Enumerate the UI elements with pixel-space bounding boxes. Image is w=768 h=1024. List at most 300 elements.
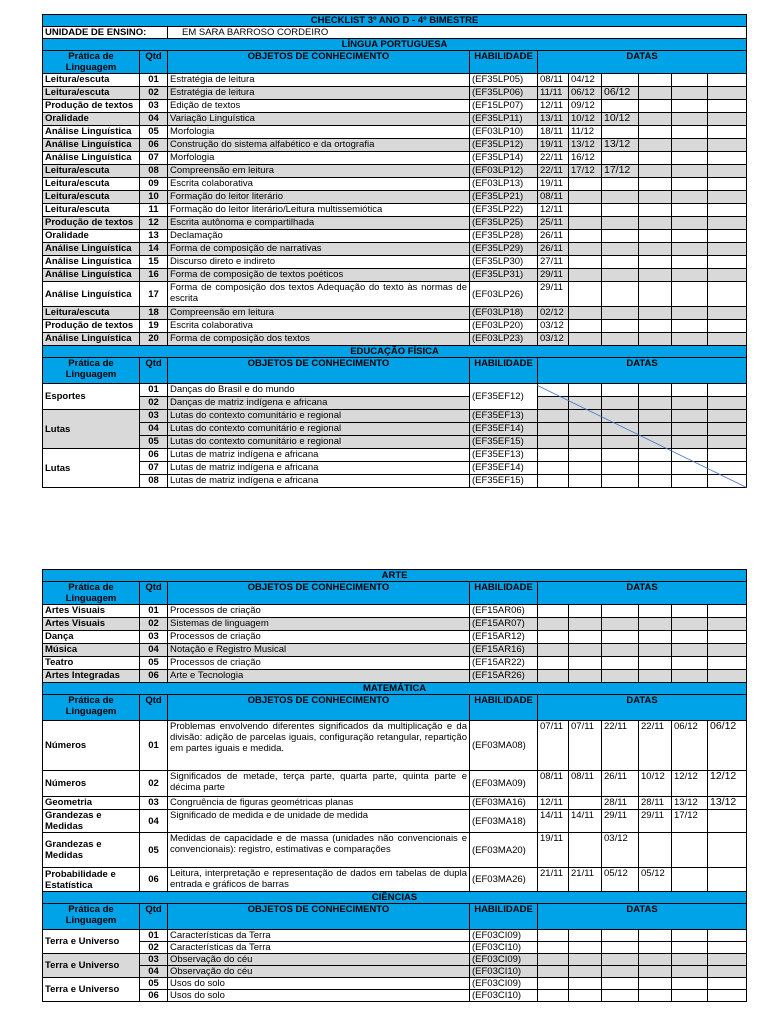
- date-cell: [602, 333, 639, 346]
- table-row: [43, 282, 747, 307]
- row-pratica: Leitura/escuta: [43, 178, 140, 191]
- date-cell: [602, 74, 639, 87]
- date-cell: [672, 217, 708, 230]
- date-cell: [708, 449, 747, 462]
- date-cell: 26/11: [602, 771, 639, 797]
- row-habilidade: (EF03LP12): [470, 165, 538, 178]
- table-row: [43, 771, 747, 797]
- table-row: [43, 178, 747, 191]
- date-cell: [639, 410, 672, 423]
- header-pratica: Prática de Linguagem: [43, 695, 140, 721]
- row-habilidade: (EF35EF14): [470, 462, 538, 475]
- date-cell: 29/11: [538, 269, 569, 282]
- table-row: [43, 397, 747, 410]
- row-objeto: Sistemas de linguagem: [168, 618, 470, 631]
- section-educacao-fisica-title: EDUCAÇÃO FÍSICA: [43, 346, 747, 358]
- header-habilidade: HABILIDADE: [470, 904, 538, 930]
- row-qtd: 06: [140, 449, 168, 462]
- table-row: [43, 990, 747, 1002]
- date-cell: 12/11: [538, 797, 569, 810]
- date-cell: [639, 605, 672, 618]
- date-cell: [569, 333, 602, 346]
- header-habilidade: HABILIDADE: [470, 582, 538, 605]
- header-qtd: Qtd: [140, 695, 168, 721]
- header-qtd: Qtd: [140, 358, 168, 384]
- row-objeto: Lutas de matriz indígena e africana: [168, 475, 470, 488]
- table-row: [43, 191, 747, 204]
- date-cell: 13/12: [602, 139, 639, 152]
- date-cell: [569, 462, 602, 475]
- date-cell: 12/12: [672, 771, 708, 797]
- unit-value: EM SARA BARROSO CORDEIRO: [168, 27, 747, 39]
- row-qtd: 01: [140, 605, 168, 618]
- date-cell: 19/11: [538, 178, 569, 191]
- row-objeto: Arte e Tecnologia: [168, 670, 470, 683]
- date-cell: [639, 670, 672, 683]
- date-cell: 02/12: [538, 307, 569, 320]
- row-qtd: 03: [140, 631, 168, 644]
- date-cell: 03/12: [538, 320, 569, 333]
- row-habilidade: (EF35EF13): [470, 449, 538, 462]
- date-cell: [602, 243, 639, 256]
- row-habilidade: (EF03LP26): [470, 282, 538, 307]
- date-cell: [639, 282, 672, 307]
- date-cell: [569, 942, 602, 954]
- date-cell: [602, 397, 639, 410]
- table-row: [43, 204, 747, 217]
- date-cell: [538, 978, 569, 990]
- date-cell: [602, 436, 639, 449]
- row-qtd: 05: [140, 978, 168, 990]
- date-cell: [708, 966, 747, 978]
- row-habilidade: (EF03CI10): [470, 942, 538, 954]
- row-habilidade: (EF03LP10): [470, 126, 538, 139]
- column-header-row: [43, 695, 747, 721]
- date-cell: 22/11: [602, 721, 639, 771]
- date-cell: [569, 833, 602, 868]
- date-cell: [639, 87, 672, 100]
- date-cell: [602, 230, 639, 243]
- row-qtd: 04: [140, 644, 168, 657]
- date-cell: [708, 670, 747, 683]
- date-cell: [602, 100, 639, 113]
- date-cell: [708, 165, 747, 178]
- date-cell: [538, 423, 569, 436]
- date-cell: [602, 966, 639, 978]
- row-habilidade: (EF35LP28): [470, 230, 538, 243]
- row-qtd: 05: [140, 436, 168, 449]
- row-objeto: Processos de criação: [168, 631, 470, 644]
- row-qtd: 01: [140, 384, 168, 397]
- date-cell: [602, 320, 639, 333]
- date-cell: [639, 462, 672, 475]
- date-cell: [672, 320, 708, 333]
- header-datas: DATAS: [538, 904, 747, 930]
- date-cell: [639, 230, 672, 243]
- date-cell: [538, 449, 569, 462]
- row-qtd: 15: [140, 256, 168, 269]
- date-cell: [639, 243, 672, 256]
- date-cell: [708, 269, 747, 282]
- date-cell: 08/11: [569, 771, 602, 797]
- date-cell: 27/11: [538, 256, 569, 269]
- date-cell: [672, 307, 708, 320]
- date-cell: [639, 139, 672, 152]
- row-pratica: Números: [43, 721, 140, 771]
- date-cell: [569, 230, 602, 243]
- row-pratica: Análise Linguística: [43, 243, 140, 256]
- date-cell: [672, 230, 708, 243]
- date-cell: [672, 152, 708, 165]
- date-cell: [672, 113, 708, 126]
- date-cell: [708, 833, 747, 868]
- header-objetos: OBJETOS DE CONHECIMENTO: [168, 695, 470, 721]
- date-cell: 10/12: [602, 113, 639, 126]
- row-objeto: Significado de medida e de unidade de medida: [168, 810, 470, 833]
- date-cell: [708, 631, 747, 644]
- row-pratica: Produção de textos: [43, 100, 140, 113]
- date-cell: [639, 333, 672, 346]
- date-cell: [639, 307, 672, 320]
- date-cell: [569, 605, 602, 618]
- date-cell: [672, 410, 708, 423]
- date-cell: [708, 126, 747, 139]
- table-row: [43, 833, 747, 868]
- date-cell: [569, 320, 602, 333]
- row-objeto: Declamação: [168, 230, 470, 243]
- date-cell: [538, 462, 569, 475]
- row-qtd: 06: [140, 139, 168, 152]
- date-cell: [672, 475, 708, 488]
- date-cell: 13/12: [569, 139, 602, 152]
- date-cell: [672, 191, 708, 204]
- date-cell: [602, 978, 639, 990]
- date-cell: 12/11: [538, 204, 569, 217]
- row-pratica: Números: [43, 771, 140, 797]
- date-cell: [602, 449, 639, 462]
- date-cell: [672, 178, 708, 191]
- section-ciencias: [43, 892, 747, 904]
- column-header-row: [43, 904, 747, 930]
- row-objeto: Danças do Brasil e do mundo: [168, 384, 470, 397]
- row-pratica: Leitura/escuta: [43, 165, 140, 178]
- row-habilidade: (EF35EF15): [470, 475, 538, 488]
- table-row: [43, 139, 747, 152]
- date-cell: [672, 644, 708, 657]
- date-cell: [569, 618, 602, 631]
- date-cell: [602, 475, 639, 488]
- date-cell: [672, 139, 708, 152]
- row-objeto: Lutas do contexto comunitário e regional: [168, 410, 470, 423]
- date-cell: [538, 942, 569, 954]
- row-qtd: 07: [140, 152, 168, 165]
- date-cell: 19/11: [538, 833, 569, 868]
- checklist-bottom-body: [43, 570, 747, 1002]
- date-cell: [538, 397, 569, 410]
- row-objeto: Discurso direto e indireto: [168, 256, 470, 269]
- date-cell: [672, 204, 708, 217]
- row-habilidade: (EF35LP21): [470, 191, 538, 204]
- date-cell: [639, 74, 672, 87]
- row-objeto: Edição de textos: [168, 100, 470, 113]
- unit-label: UNIDADE DE ENSINO:: [43, 27, 168, 39]
- table-row: [43, 618, 747, 631]
- row-habilidade: (EF35LP14): [470, 152, 538, 165]
- row-pratica: Análise Linguística: [43, 139, 140, 152]
- row-objeto: Lutas de matriz indígena e africana: [168, 449, 470, 462]
- row-pratica: Grandezas e Medidas: [43, 833, 140, 868]
- date-cell: [708, 100, 747, 113]
- date-cell: [708, 320, 747, 333]
- date-cell: [708, 333, 747, 346]
- date-cell: [602, 462, 639, 475]
- date-cell: [569, 307, 602, 320]
- row-habilidade: (EF35EF15): [470, 436, 538, 449]
- header-objetos: OBJETOS DE CONHECIMENTO: [168, 904, 470, 930]
- row-objeto: Lutas do contexto comunitário e regional: [168, 436, 470, 449]
- row-habilidade: (EF03MA26): [470, 868, 538, 892]
- date-cell: [672, 868, 708, 892]
- date-cell: 26/11: [538, 230, 569, 243]
- table-row: [43, 333, 747, 346]
- row-habilidade: (EF03CI10): [470, 966, 538, 978]
- header-datas: DATAS: [538, 51, 747, 74]
- date-cell: [602, 605, 639, 618]
- date-cell: 05/12: [639, 868, 672, 892]
- row-pratica: Lutas: [43, 410, 140, 449]
- row-qtd: 02: [140, 942, 168, 954]
- row-habilidade: (EF35LP12): [470, 139, 538, 152]
- row-pratica: Análise Linguística: [43, 269, 140, 282]
- date-cell: [569, 178, 602, 191]
- table-row: [43, 462, 747, 475]
- date-cell: [708, 657, 747, 670]
- date-cell: [639, 397, 672, 410]
- row-pratica: Análise Linguística: [43, 282, 140, 307]
- date-cell: 08/11: [538, 191, 569, 204]
- table-row: [43, 868, 747, 892]
- date-cell: 22/11: [639, 721, 672, 771]
- date-cell: [569, 243, 602, 256]
- date-cell: [639, 256, 672, 269]
- table-row: [43, 721, 747, 771]
- row-objeto: Variação Linguística: [168, 113, 470, 126]
- section-lingua-portuguesa-title: LÍNGUA PORTUGUESA: [43, 39, 747, 51]
- date-cell: [569, 966, 602, 978]
- date-cell: 16/12: [569, 152, 602, 165]
- date-cell: [672, 165, 708, 178]
- row-qtd: 04: [140, 810, 168, 833]
- table-row: [43, 423, 747, 436]
- date-cell: [708, 384, 747, 397]
- row-pratica: Geometria: [43, 797, 140, 810]
- table-row: [43, 436, 747, 449]
- checklist-top-body: [43, 15, 747, 488]
- row-qtd: 07: [140, 462, 168, 475]
- date-cell: 29/11: [639, 810, 672, 833]
- row-habilidade: (EF35EF14): [470, 423, 538, 436]
- date-cell: [639, 204, 672, 217]
- row-habilidade: (EF35LP29): [470, 243, 538, 256]
- row-habilidade: (EF03MA20): [470, 833, 538, 868]
- row-qtd: 04: [140, 423, 168, 436]
- row-qtd: 18: [140, 307, 168, 320]
- header-pratica: Prática de Linguagem: [43, 582, 140, 605]
- date-cell: [538, 990, 569, 1002]
- header-habilidade: HABILIDADE: [470, 51, 538, 74]
- row-objeto: Características da Terra: [168, 930, 470, 942]
- date-cell: [569, 217, 602, 230]
- row-qtd: 06: [140, 868, 168, 892]
- column-header-row: [43, 582, 747, 605]
- date-cell: [602, 307, 639, 320]
- date-cell: [569, 204, 602, 217]
- date-cell: [708, 397, 747, 410]
- date-cell: [639, 942, 672, 954]
- row-pratica: Produção de textos: [43, 217, 140, 230]
- table-row: [43, 74, 747, 87]
- row-pratica: Leitura/escuta: [43, 191, 140, 204]
- date-cell: 06/12: [569, 87, 602, 100]
- header-objetos: OBJETOS DE CONHECIMENTO: [168, 582, 470, 605]
- row-objeto: Usos do solo: [168, 978, 470, 990]
- date-cell: [639, 178, 672, 191]
- date-cell: 08/11: [538, 74, 569, 87]
- row-objeto: Morfologia: [168, 152, 470, 165]
- date-cell: [639, 618, 672, 631]
- date-cell: [569, 410, 602, 423]
- date-cell: [538, 954, 569, 966]
- row-pratica: Leitura/escuta: [43, 204, 140, 217]
- row-habilidade: (EF03CI09): [470, 930, 538, 942]
- row-habilidade: (EF03CI10): [470, 990, 538, 1002]
- row-pratica: Esportes: [43, 384, 140, 410]
- date-cell: [672, 397, 708, 410]
- row-objeto: Forma de composição de narrativas: [168, 243, 470, 256]
- date-cell: [639, 644, 672, 657]
- date-cell: [708, 191, 747, 204]
- row-habilidade: (EF35LP31): [470, 269, 538, 282]
- date-cell: [569, 644, 602, 657]
- row-qtd: 02: [140, 397, 168, 410]
- date-cell: [708, 618, 747, 631]
- table-row: [43, 605, 747, 618]
- date-cell: [569, 657, 602, 670]
- date-cell: [639, 217, 672, 230]
- row-pratica: Leitura/escuta: [43, 307, 140, 320]
- date-cell: [602, 204, 639, 217]
- table-row: [43, 942, 747, 954]
- date-cell: [538, 930, 569, 942]
- row-habilidade: (EF03LP20): [470, 320, 538, 333]
- date-cell: [708, 423, 747, 436]
- date-cell: [569, 191, 602, 204]
- column-header-row: [43, 358, 747, 384]
- date-cell: [708, 113, 747, 126]
- row-qtd: 04: [140, 113, 168, 126]
- row-objeto: Observação do céu: [168, 966, 470, 978]
- date-cell: [538, 631, 569, 644]
- row-habilidade: (EF03LP13): [470, 178, 538, 191]
- row-objeto: Usos do solo: [168, 990, 470, 1002]
- header-qtd: Qtd: [140, 51, 168, 74]
- date-cell: 11/11: [538, 87, 569, 100]
- date-cell: [569, 256, 602, 269]
- date-cell: [538, 605, 569, 618]
- date-cell: 13/12: [672, 797, 708, 810]
- table-row: [43, 966, 747, 978]
- row-qtd: 01: [140, 74, 168, 87]
- section-arte: [43, 570, 747, 582]
- header-datas: DATAS: [538, 358, 747, 384]
- table-row: [43, 307, 747, 320]
- date-cell: [639, 384, 672, 397]
- row-habilidade: (EF03LP23): [470, 333, 538, 346]
- row-objeto: Escrita autônoma e compartilhada: [168, 217, 470, 230]
- date-cell: [602, 256, 639, 269]
- date-cell: 12/12: [708, 771, 747, 797]
- date-cell: [639, 631, 672, 644]
- date-cell: [639, 126, 672, 139]
- date-cell: [672, 243, 708, 256]
- date-cell: [672, 449, 708, 462]
- date-cell: 10/12: [639, 771, 672, 797]
- row-pratica: Grandezas e Medidas: [43, 810, 140, 833]
- date-cell: [708, 942, 747, 954]
- date-cell: 10/12: [569, 113, 602, 126]
- date-cell: [602, 423, 639, 436]
- row-habilidade: (EF35LP22): [470, 204, 538, 217]
- row-pratica: Dança: [43, 631, 140, 644]
- date-cell: 21/11: [538, 868, 569, 892]
- row-habilidade: (EF15AR12): [470, 631, 538, 644]
- date-cell: [602, 670, 639, 683]
- header-datas: DATAS: [538, 695, 747, 721]
- row-pratica: Produção de textos: [43, 320, 140, 333]
- row-objeto: Compreensão em leitura: [168, 165, 470, 178]
- date-cell: [569, 384, 602, 397]
- date-cell: [708, 152, 747, 165]
- row-habilidade: (EF35EF12): [470, 384, 538, 410]
- date-cell: [708, 810, 747, 833]
- date-cell: [602, 269, 639, 282]
- date-cell: [672, 605, 708, 618]
- date-cell: [602, 126, 639, 139]
- date-cell: [708, 475, 747, 488]
- date-cell: [639, 269, 672, 282]
- date-cell: 18/11: [538, 126, 569, 139]
- table-row: [43, 100, 747, 113]
- row-pratica: Oralidade: [43, 230, 140, 243]
- header-qtd: Qtd: [140, 904, 168, 930]
- row-habilidade: (EF15AR16): [470, 644, 538, 657]
- date-cell: [708, 410, 747, 423]
- row-pratica: Artes Integradas: [43, 670, 140, 683]
- date-cell: [672, 942, 708, 954]
- row-objeto: Estratégia de leitura: [168, 74, 470, 87]
- date-cell: [708, 954, 747, 966]
- row-pratica: Oralidade: [43, 113, 140, 126]
- date-cell: [602, 990, 639, 1002]
- row-objeto: Forma de composição de textos poéticos: [168, 269, 470, 282]
- date-cell: [639, 475, 672, 488]
- row-pratica: Análise Linguística: [43, 152, 140, 165]
- date-cell: [569, 631, 602, 644]
- row-habilidade: (EF15AR22): [470, 657, 538, 670]
- row-qtd: 02: [140, 87, 168, 100]
- date-cell: [672, 333, 708, 346]
- date-cell: 11/12: [569, 126, 602, 139]
